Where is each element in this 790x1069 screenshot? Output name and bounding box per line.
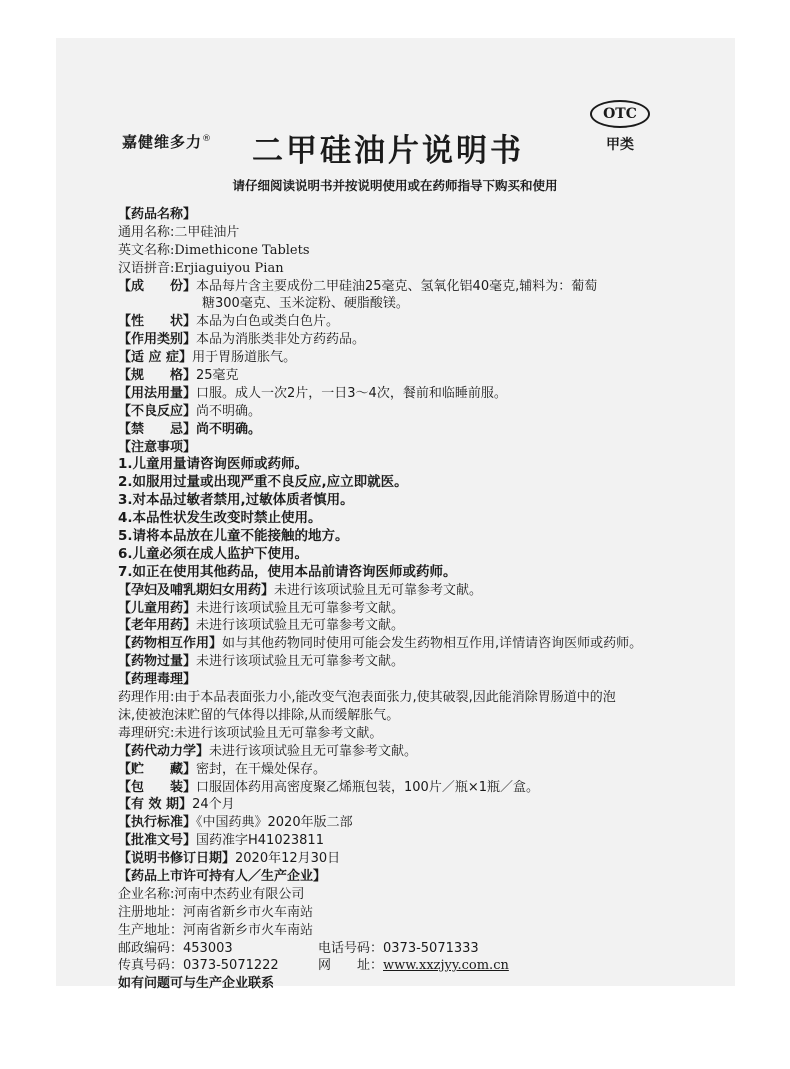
validity-row	[118, 796, 688, 814]
category-text: 本品为消胀类非处方药药品。	[196, 332, 366, 348]
postcode: 邮政编码：453003	[118, 940, 233, 956]
pinyin-name: 汉语拼音:Erjiaguiyou Pian	[118, 260, 284, 276]
category-row	[118, 331, 688, 349]
composition-label: 【成 份】	[118, 278, 197, 294]
pk-label: 【药代动力学】	[118, 743, 210, 759]
brand-logo	[122, 131, 212, 152]
otc-marker	[590, 100, 650, 154]
website-link[interactable]: www.xxzjyy.com.cn	[383, 958, 509, 974]
indication-row	[118, 349, 688, 367]
contra-text: 尚不明确。	[196, 421, 262, 437]
fax-website-row	[118, 957, 688, 975]
package-row	[118, 779, 688, 797]
company-name: 企业名称:河南中杰药业有限公司	[118, 886, 305, 902]
overdose-text: 未进行该项试验且无可靠参考文献。	[196, 654, 405, 670]
composition-text: 本品每片含主要成份二甲硅油25毫克、氢氧化铝40毫克,辅料为：葡萄	[196, 278, 598, 294]
approval-row	[118, 832, 688, 850]
storage-label: 【贮 藏】	[118, 761, 197, 777]
pregnancy-row	[118, 582, 688, 600]
spec-label: 【规 格】	[118, 368, 197, 384]
pediatric-row	[118, 600, 688, 618]
otc-category: 甲类	[606, 137, 634, 153]
revision-row	[118, 850, 688, 868]
pk-text: 未进行该项试验且无可靠参考文献。	[209, 743, 418, 759]
otc-badge: OTC	[590, 100, 650, 128]
pk-row	[118, 743, 688, 761]
usage-row	[118, 385, 688, 403]
registered-address: 注册地址：河南省新乡市火车南站	[118, 904, 314, 920]
pregnancy-label: 【孕妇及哺乳期妇女用药】	[118, 582, 275, 598]
interaction-row	[118, 635, 688, 653]
standard-row	[118, 814, 688, 832]
website-label: 网 址：	[318, 958, 384, 974]
leaflet-content	[118, 206, 688, 993]
usage-label: 【用法用量】	[118, 385, 197, 401]
pharm-text-line2: 沫,使被泡沫贮留的气体得以排除,从而缓解胀气。	[118, 707, 400, 723]
interaction-text: 如与其他药物同时使用可能会发生药物相互作用,详情请咨询医师或药师。	[222, 636, 643, 652]
pharm-text-line1: 药理作用:由于本品表面张力小,能改变气泡表面张力,使其破裂,因此能消除胃肠道中的泡	[118, 690, 616, 706]
page-title: 二甲硅油片说明书	[252, 133, 524, 169]
pharm-header: 【药理毒理】	[118, 672, 197, 688]
revision-text: 2020年12月30日	[235, 851, 341, 867]
character-label: 【性 状】	[118, 314, 197, 330]
generic-name: 通用名称:二甲硅油片	[118, 224, 240, 240]
geriatric-text: 未进行该项试验且无可靠参考文献。	[196, 618, 405, 634]
storage-text: 密封，在干燥处保存。	[196, 761, 327, 777]
contra-row	[118, 421, 688, 439]
precaution-item: 1.儿童用量请咨询医师或药师。	[118, 456, 309, 473]
approval-text: 国药准字H41023811	[196, 833, 324, 849]
standard-label: 【执行标准】	[118, 815, 197, 831]
brand-name: 嘉健维多力	[122, 133, 203, 151]
spec-text: 25毫克	[196, 368, 239, 384]
holder-header: 【药品上市许可持有人／生产企业】	[118, 868, 327, 884]
category-label: 【作用类别】	[118, 332, 197, 348]
validity-text: 24个月	[192, 797, 235, 813]
composition-continued: 糖300毫克、玉米淀粉、硬脂酸镁。	[202, 296, 409, 312]
indication-label: 【适 应 症】	[118, 350, 193, 366]
usage-warning: 请仔细阅读说明书并按说明使用或在药师指导下购买和使用	[232, 178, 558, 193]
postcode-phone-row	[118, 940, 688, 958]
pregnancy-text: 未进行该项试验且无可靠参考文献。	[274, 582, 483, 598]
package-text: 口服固体药用高密度聚乙烯瓶包装，100片／瓶×1瓶／盒。	[196, 779, 539, 795]
revision-label: 【说明书修订日期】	[118, 851, 236, 867]
indication-text: 用于胃肠道胀气。	[192, 350, 297, 366]
toxicology-text: 毒理研究:未进行该项试验且无可靠参考文献。	[118, 725, 383, 741]
precaution-item: 5.请将本品放在儿童不能接触的地方。	[118, 528, 349, 545]
precautions-header: 【注意事项】	[118, 439, 197, 455]
pediatric-text: 未进行该项试验且无可靠参考文献。	[196, 600, 405, 616]
drug-name-header: 【药品名称】	[118, 207, 197, 222]
footer-note: 如有问题可与生产企业联系	[118, 976, 275, 992]
spec-row	[118, 367, 688, 385]
production-address: 生产地址：河南省新乡市火车南站	[118, 922, 314, 938]
interaction-label: 【药物相互作用】	[118, 636, 223, 652]
english-name: 英文名称:Dimethicone Tablets	[118, 242, 310, 258]
character-row	[118, 313, 688, 331]
phone: 电话号码：0373-5071333	[318, 940, 479, 956]
validity-label: 【有 效 期】	[118, 797, 193, 813]
geriatric-label: 【老年用药】	[118, 618, 197, 634]
adverse-text: 尚不明确。	[196, 403, 262, 419]
overdose-label: 【药物过量】	[118, 654, 197, 670]
adverse-row	[118, 403, 688, 421]
approval-label: 【批准文号】	[118, 833, 197, 849]
precaution-item: 4.本品性状发生改变时禁止使用。	[118, 510, 322, 527]
storage-row	[118, 761, 688, 779]
precaution-item: 6.儿童必须在成人监护下使用。	[118, 545, 309, 562]
standard-text: 《中国药典》2020年版二部	[196, 815, 353, 831]
adverse-label: 【不良反应】	[118, 403, 197, 419]
contra-label: 【禁 忌】	[118, 421, 197, 437]
registered-mark: ®	[202, 134, 213, 144]
precaution-item: 3.对本品过敏者禁用,过敏体质者慎用。	[118, 492, 354, 509]
geriatric-row	[118, 617, 688, 635]
precaution-item: 2.如服用过量或出现严重不良反应,应立即就医。	[118, 474, 408, 491]
pediatric-label: 【儿童用药】	[118, 600, 197, 616]
overdose-row	[118, 653, 688, 671]
character-text: 本品为白色或类白色片。	[196, 314, 340, 330]
package-label: 【包 装】	[118, 779, 197, 795]
composition-row	[118, 278, 688, 296]
fax: 传真号码：0373-5071222	[118, 958, 279, 974]
usage-text: 口服。成人一次2片，一日3～4次，餐前和临睡前服。	[196, 385, 507, 401]
precaution-item: 7.如正在使用其他药品，使用本品前请咨询医师或药师。	[118, 563, 457, 580]
